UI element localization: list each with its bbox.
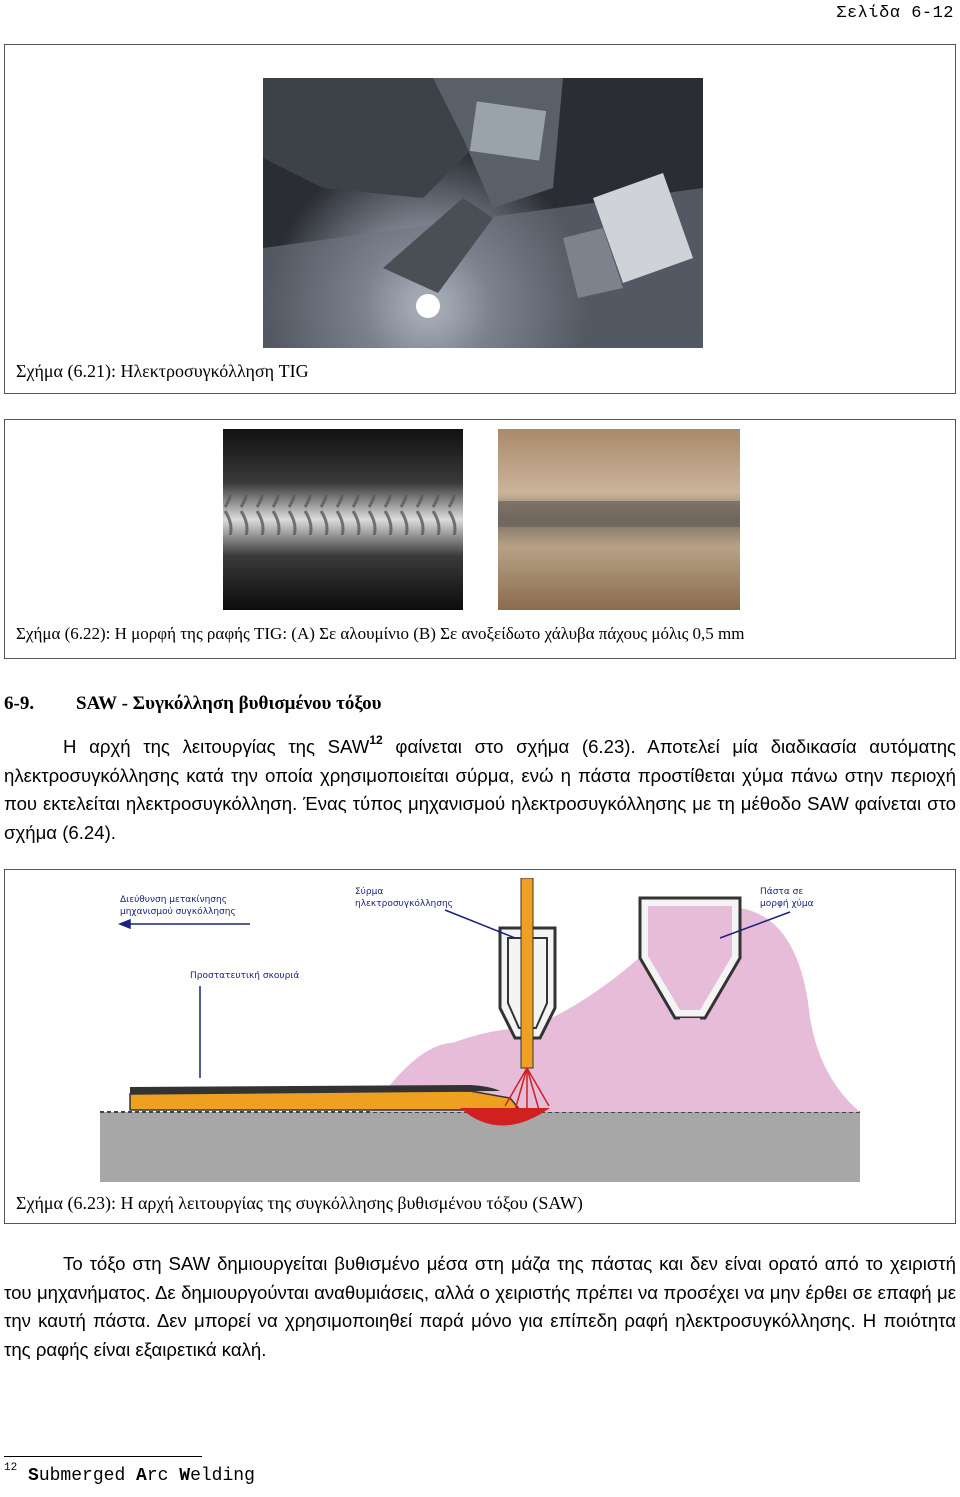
label-direction-2: μηχανισμού συγκόλλησης (120, 907, 236, 917)
figure-6-22-caption: Σχήμα (6.22): Η μορφή της ραφής TIG: (Α) Σε αλουμίνιο (Β) Σε ανοξείδωτο χάλυβα πάχους μόλις 0,5 mm (16, 624, 745, 643)
footnote-r3: elding (190, 1466, 255, 1486)
section-paragraph-1 (4, 733, 956, 847)
label-slag: Προστατευτική σκουριά (190, 971, 300, 981)
saw-principle-diagram (100, 878, 860, 1183)
footnote-separator (4, 1456, 202, 1457)
weld-seam-steel-photo (498, 429, 740, 610)
footnote-ref: 12 (369, 733, 383, 747)
para2-text: Το τόξο στη SAW δημιουργείται βυθισμένο μέσα στη μάζα της πάστας και δεν είναι ορατό από το χειριστή του μηχανήματος. Δε δημιουργούνται αναθυμιάσεις, αλλά ο χειριστής πρέπει να προσέχει να μην έρθει σε επαφή με την καυτή πάστα. Δεν μπορεί να χρησιμοποιηθεί παρά μόνο για επίπεδη ραφή ηλεκτροσυγκόλλησης. Η ποιότητα της ραφής είναι εξαιρετικά καλή. (4, 1253, 956, 1360)
section-number: 6-9. (4, 693, 35, 714)
footnote-r2: rc (146, 1466, 180, 1486)
figure-6-23-frame (4, 869, 956, 1224)
footnote-marker: 12 (4, 1462, 18, 1474)
section-title: SAW - Συγκόλληση βυθισμένου τόξου (76, 693, 382, 714)
label-wire-2: ηλεκτροσυγκόλλησης (355, 899, 453, 909)
figure-6-21-frame (4, 44, 956, 394)
footnote-r1: ubmerged (38, 1466, 137, 1486)
footnote-s: S (28, 1466, 39, 1486)
footnote-a: A (136, 1466, 147, 1486)
weld-seam-aluminium-photo (223, 429, 463, 610)
para1-start: Η αρχή της λειτουργίας της SAW (63, 736, 370, 757)
figure-6-21-caption: Σχήμα (6.21): Ηλεκτροσυγκόλληση TIG (16, 361, 309, 381)
label-flux-1: Πάστα σε (760, 887, 804, 897)
footnote-w: W (179, 1466, 191, 1486)
para1-rest: φαίνεται στο σχήμα (6.23). Αποτελεί μία διαδικασία αυτόματης ηλεκτροσυγκόλλησης κατά την οποία χρησιμοποιείται σύρμα, ενώ η πάστα προστίθεται χύμα πάνω στην περιοχή που εκτελείται ηλεκτροσυγκόλληση. Ένας τύπος μηχανισμού ηλεκτροσυγκόλλησης με τη μέθοδο SAW φαίνεται στο σχήμα (6.24). (4, 736, 956, 843)
section-paragraph-2 (4, 1250, 956, 1364)
label-flux-2: μορφή χύμα (760, 899, 814, 909)
figure-6-22-frame (4, 419, 956, 659)
footnote (4, 1462, 255, 1486)
label-wire-1: Σύρμα (355, 887, 384, 897)
page-number: Σελίδα 6-12 (836, 4, 954, 23)
label-direction-1: Διεύθυνση μετακίνησης (120, 895, 227, 905)
tig-welding-photo (263, 78, 703, 348)
figure-6-23-caption: Σχήμα (6.23): Η αρχή λειτουργίας της συγκόλλησης βυθισμένου τόξου (SAW) (16, 1193, 583, 1213)
